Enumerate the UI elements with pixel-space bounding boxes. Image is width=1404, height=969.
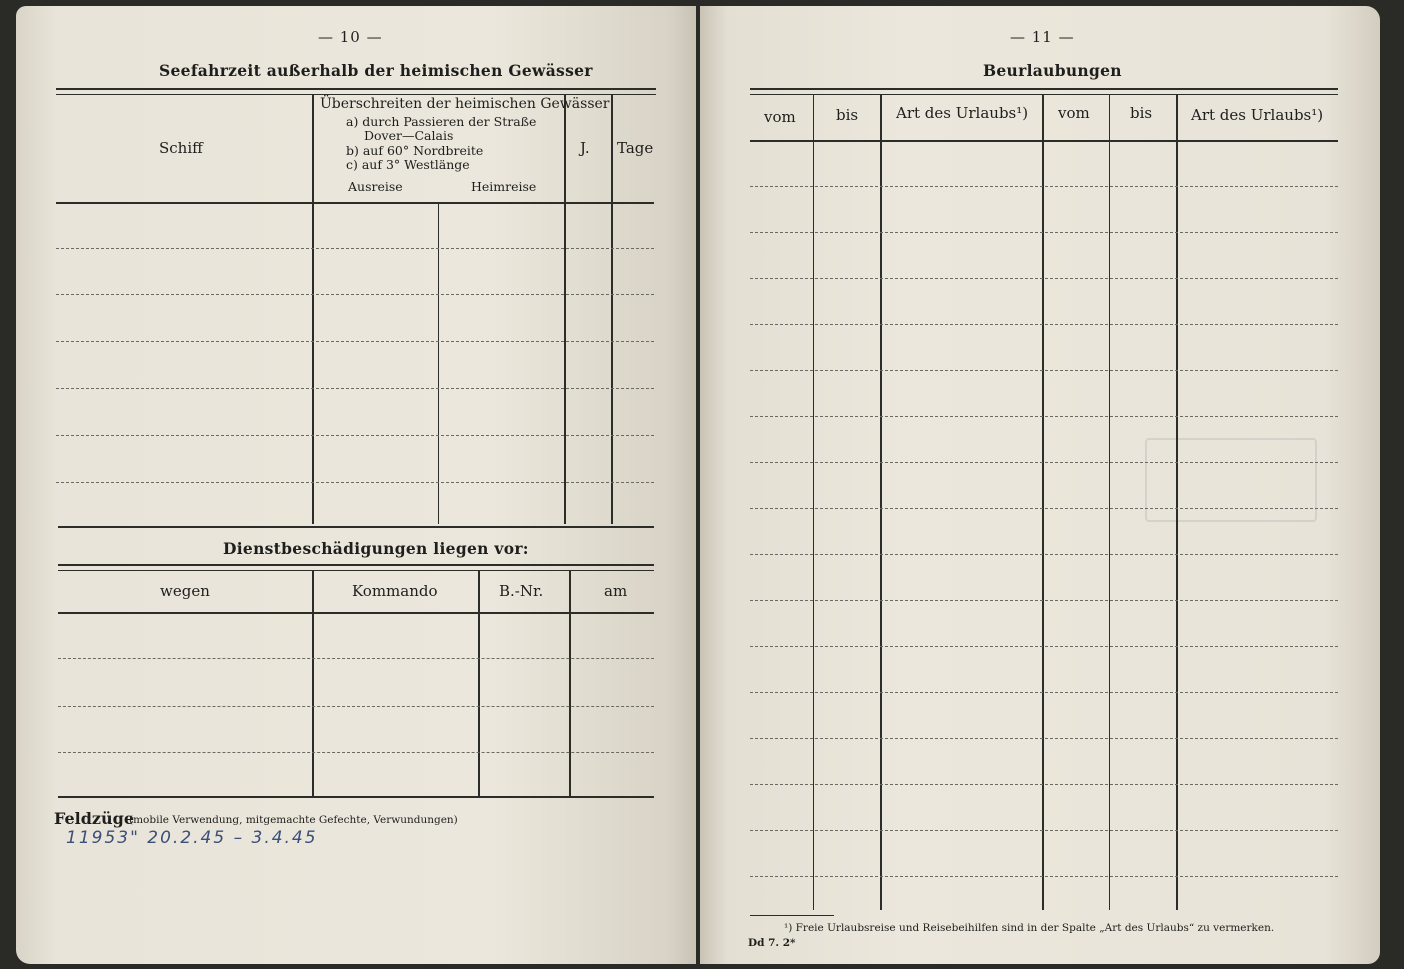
print-code: Dd 7. 2* (748, 937, 796, 949)
col-return: Heimreise (471, 179, 537, 194)
col-j: J. (580, 139, 590, 157)
col-type: Art des Urlaubs¹) (896, 104, 1029, 122)
left-page (16, 6, 696, 964)
section-title-service-damage: Dienstbeschädigungen liegen vor: (223, 539, 529, 558)
crossing-c: c) auf 3° Westlänge (346, 157, 470, 172)
col-reason: wegen (160, 582, 210, 600)
campaigns-note: (mobile Verwendung, mitgemachte Gefechte, Verwundungen) (129, 814, 458, 826)
col-outbound: Ausreise (348, 179, 403, 194)
crossing-b: b) auf 60° Nordbreite (346, 143, 484, 158)
col-bnr: B.-Nr. (499, 582, 544, 600)
right-page (700, 6, 1380, 964)
campaigns-handwritten-entry: 11953" 20.2.45 – 3.4.45 (66, 828, 318, 848)
crossing-a-route: Dover—Calais (364, 128, 454, 143)
campaigns-label: Feldzüge (54, 809, 135, 828)
page-number: — 11 — (1010, 28, 1075, 46)
col-ship: Schiff (159, 139, 203, 157)
col-to-2: bis (1130, 104, 1153, 122)
page-number: — 10 — (318, 28, 383, 46)
footnote: ¹) Freie Urlaubsreise und Reisebeihilfen sind in der Spalte „Art des Urlaubs“ zu vermerken. (784, 922, 1275, 934)
col-command: Kommando (352, 582, 438, 600)
col-crossing-heading: Überschreiten der heimischen Gewässer (320, 96, 610, 112)
col-on: am (604, 582, 628, 600)
col-to: bis (836, 106, 859, 124)
col-type-2: Art des Urlaubs¹) (1191, 106, 1324, 124)
col-days: Tage (617, 139, 654, 157)
faded-stamp (1145, 438, 1317, 522)
section-title-leave: Beurlaubungen (983, 61, 1122, 80)
crossing-a: a) durch Passieren der Straße (346, 114, 537, 129)
section-title-sea-time: Seefahrzeit außerhalb der heimischen Gewässer (159, 61, 593, 80)
col-from-2: vom (1058, 104, 1090, 122)
col-from: vom (764, 108, 796, 126)
